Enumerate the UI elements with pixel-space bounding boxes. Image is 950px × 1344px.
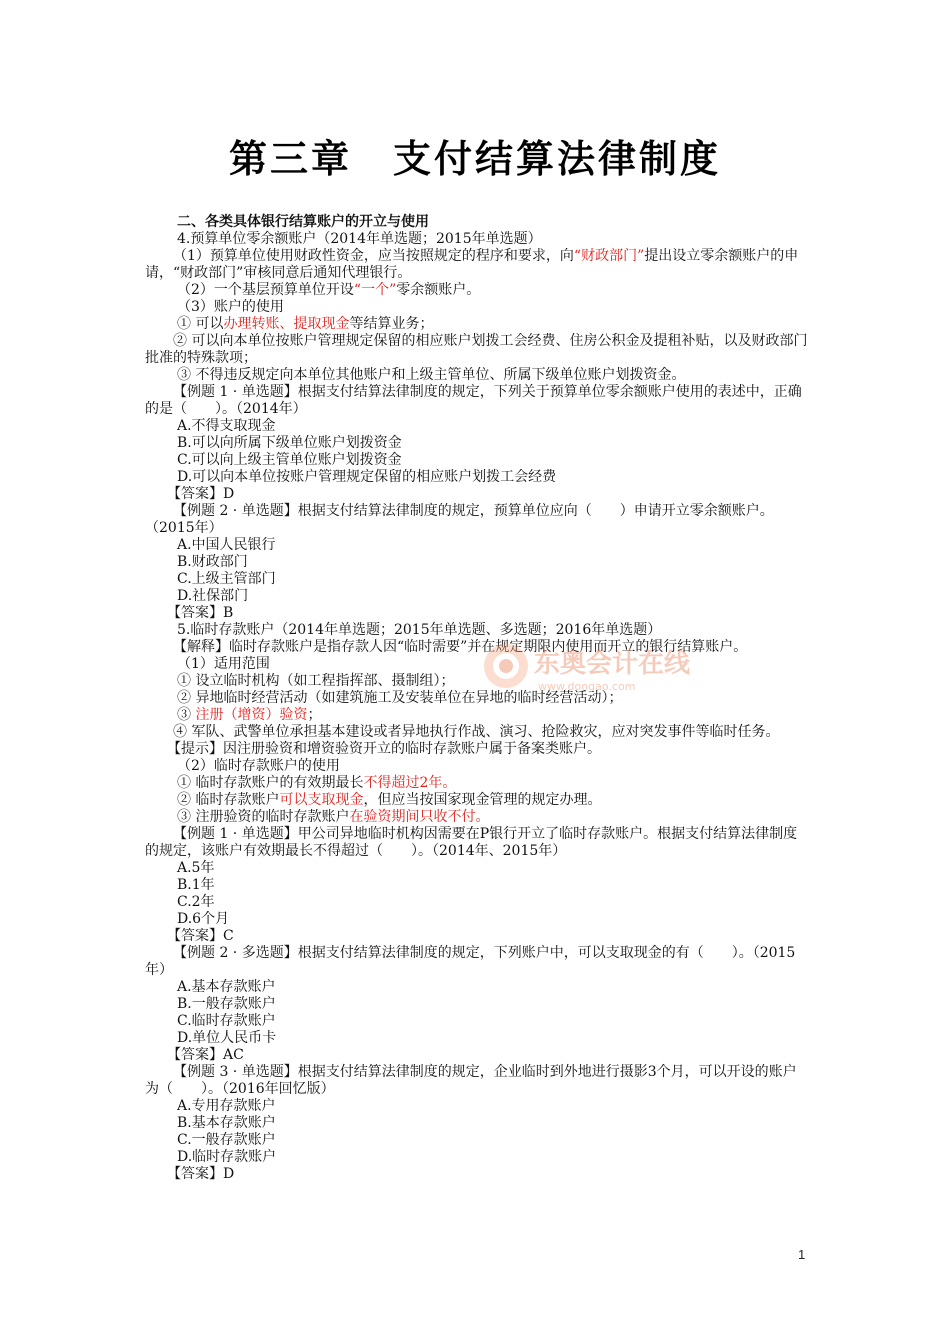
option: A.不得支取现金: [177, 418, 276, 434]
option: C.一般存款账户: [177, 1132, 276, 1148]
answer: 【答案】D: [167, 1166, 235, 1182]
paragraph: ① 可以办理转账、提取现金等结算业务；: [177, 316, 434, 332]
paragraph: 【解释】临时存款账户是指存款人因“临时需要”并在规定期限内使用而开立的银行结算账户。: [173, 639, 748, 655]
highlight-text: 在验资期间只收不付。: [349, 809, 490, 825]
section-heading: 二、各类具体银行结算账户的开立与使用: [177, 214, 429, 230]
option: B.可以向所属下级单位账户划拨资金: [177, 435, 402, 451]
paragraph: ② 异地临时经营活动（如建筑施工及安装单位在异地的临时经营活动）；: [177, 690, 623, 706]
paragraph: ③ 不得违反规定向本单位其他账户和上级主管单位、所属下级单位账户划拨资金。: [177, 367, 686, 383]
option: D.临时存款账户: [177, 1149, 277, 1165]
watermark-url: www.dongao.com: [538, 680, 636, 693]
paragraph: ① 临时存款账户的有效期最长不得超过2年。: [177, 775, 457, 791]
option: D.单位人民币卡: [177, 1030, 277, 1046]
paragraph: （1）预算单位使用财政性资金，应当按照规定的程序和要求，向“财政部门”提出设立零余额账户的申请，“财政部门”审核同意后通知代理银行。: [145, 248, 799, 281]
paragraph: ③ 注册（增资）验资；: [177, 707, 322, 723]
paragraph: 5.临时存款账户（2014年单选题；2015年单选题、多选题；2016年单选题）: [177, 622, 662, 638]
paragraph: ④ 军队、武警单位承担基本建设或者异地执行作战、演习、抢险救灾，应对突发事件等临时任务。: [173, 724, 780, 740]
highlight-text: 注册（增资）验资: [195, 707, 308, 723]
chapter-title: 第三章 支付结算法律制度: [228, 137, 721, 181]
option: D.社保部门: [177, 588, 249, 604]
paragraph: ③ 注册验资的临时存款账户在验资期间只收不付。: [177, 809, 490, 825]
paragraph: （3）账户的使用: [177, 299, 284, 315]
option: B.财政部门: [177, 554, 248, 570]
paragraph: ② 临时存款账户可以支取现金，但应当按国家现金管理的规定办理。: [177, 792, 602, 808]
option: B.基本存款账户: [177, 1115, 276, 1131]
highlight-text: 不得超过2年。: [363, 775, 457, 791]
paragraph: ② 可以向本单位按账户管理规定保留的相应账户划拨工会经费、住房公积金及提租补贴，以及财政部门批准的特殊款项；: [145, 333, 808, 366]
watermark-logo: [480, 636, 691, 700]
paragraph: （2）临时存款账户的使用: [177, 758, 340, 774]
answer: 【答案】C: [167, 928, 234, 944]
paragraph: 4.预算单位零余额账户（2014年单选题；2015年单选题）: [177, 231, 542, 247]
example-question: 【例题 3 · 单选题】根据支付结算法律制度的规定，企业临时到外地进行摄影3个月，可以开设的账户为（ ）。（2016年回忆版）: [145, 1064, 797, 1097]
highlight-text: 办理转账、提取现金: [223, 316, 350, 332]
highlight-text: 可以支取现金: [279, 792, 364, 808]
example-question: 【例题 2 · 单选题】根据支付结算法律制度的规定，预算单位应向（ ）申请开立零余额账户。（2015年）: [145, 503, 774, 536]
option: A.基本存款账户: [177, 979, 276, 995]
answer: 【答案】B: [167, 605, 234, 621]
option: C.临时存款账户: [177, 1013, 276, 1029]
option: C.可以向上级主管单位账户划拨资金: [177, 452, 402, 468]
option: B.一般存款账户: [177, 996, 276, 1012]
option: D.6个月: [177, 911, 230, 927]
example-question: 【例题 1 · 单选题】甲公司异地临时机构因需要在P银行开立了临时存款账户。根据支付结算法律制度的规定，该账户有效期最长不得超过（ ）。（2014年、2015年）: [145, 826, 798, 859]
paragraph: （1）适用范围: [177, 656, 270, 672]
answer: 【答案】D: [167, 486, 235, 502]
option: A.5年: [177, 860, 215, 876]
watermark-brand: 东奥会计在线: [534, 649, 691, 679]
example-question: 【例题 1 · 单选题】根据支付结算法律制度的规定，下列关于预算单位零余额账户使用的表述中，正确的是（ ）。（2014年）: [145, 384, 802, 417]
tip: 【提示】因注册验资和增资验资开立的临时存款账户属于备案类账户。: [167, 741, 601, 757]
highlight-text: “一个”: [353, 282, 397, 298]
option: C.2年: [177, 894, 215, 910]
paragraph: ① 设立临时机构（如工程指挥部、摄制组）；: [177, 673, 455, 689]
answer: 【答案】AC: [167, 1047, 244, 1063]
highlight-text: “财政部门”: [573, 248, 645, 264]
document-body: [145, 214, 809, 1183]
option: C.上级主管部门: [177, 571, 276, 587]
paragraph: （2）一个基层预算单位开设“一个”零余额账户。: [177, 282, 481, 298]
watermark-emblem-icon: [480, 636, 691, 700]
option: A.中国人民银行: [177, 537, 276, 553]
option: A.专用存款账户: [177, 1098, 276, 1114]
option: B.1年: [177, 877, 215, 893]
option: D.可以向本单位按账户管理规定保留的相应账户划拨工会经费: [177, 469, 557, 485]
page-number: 1: [798, 1247, 806, 1262]
example-question: 【例题 2 · 多选题】根据支付结算法律制度的规定，下列账户中，可以支取现金的有（ ）。（2015年）: [145, 945, 796, 978]
